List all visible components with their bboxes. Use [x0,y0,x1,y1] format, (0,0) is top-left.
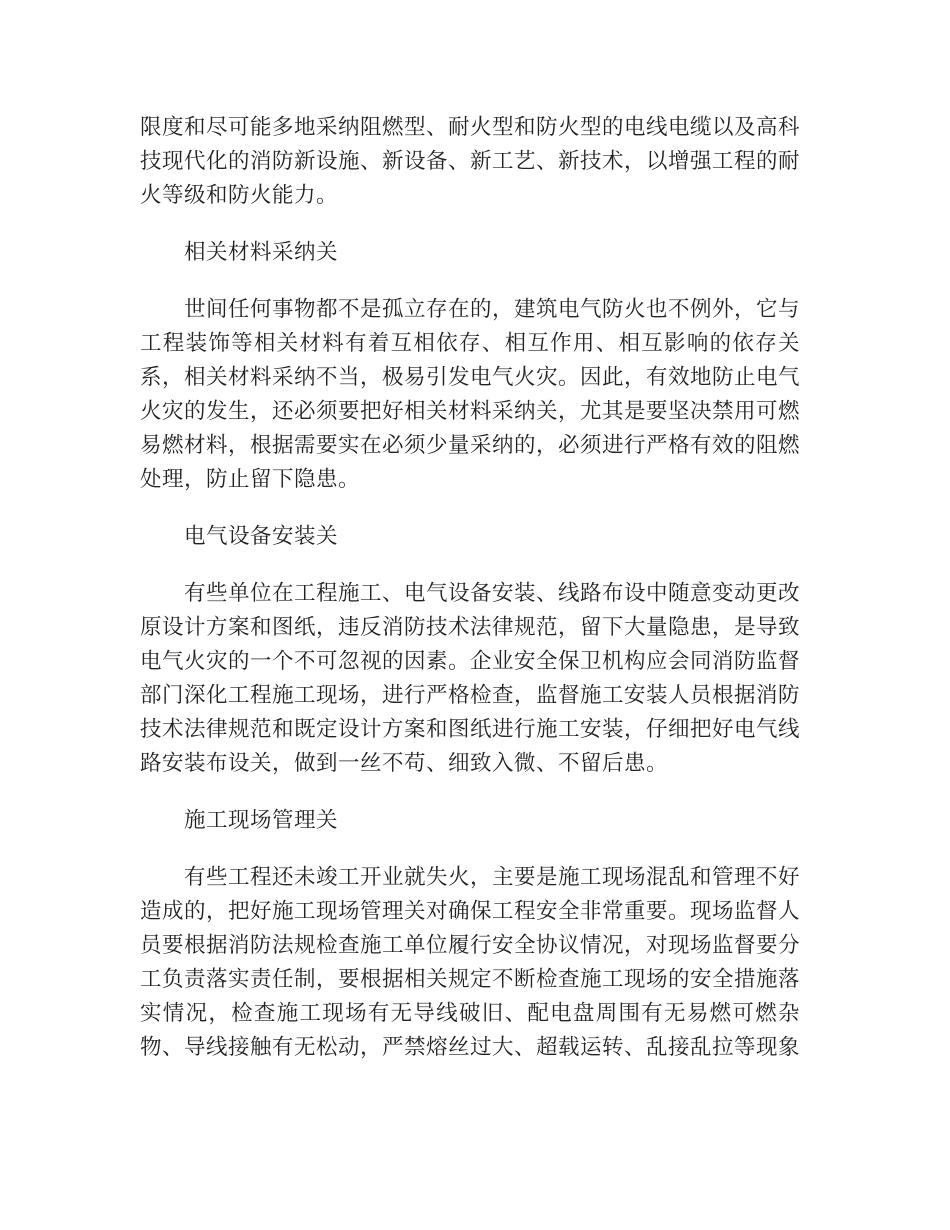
paragraph-installation: 有些单位在工程施工、电气设备安装、线路布设中随意变动更改原设计方案和图纸，违反消防技术法律规范，留下大量隐患，是导致电气火灾的一个不可忽视的因素。企业安全保卫机构应会同消防监督部门深化工程施工现场，进行严格检查，监督施工安装人员根据消防技术法律规范和既定设计方案和图纸进行施工安装，仔细把好电气线路安装布设关，做到一丝不苟、细致入微、不留后患。 [140,581,801,776]
paragraph-site-management: 有些工程还未竣工开业就失火，主要是施工现场混乱和管理不好造成的，把好施工现场管理关对确保工程安全非常重要。现场监督人员要根据消防法规检查施工单位履行安全协议情况，对现场监督要分工负责落实责任制，要根据相关规定不断检查施工现场的安全措施落实情况，检查施工现场有无导线破旧、配电盘周围有无易燃可燃杂物、导线接触有无松动，严禁熔丝过大、超载运转、乱接乱拉等现象 [140,865,801,1060]
document-body [140,111,800,1088]
paragraph-continued: 限度和尽可能多地采纳阻燃型、耐火型和防火型的电线电缆以及高科技现代化的消防新设施、新设备、新工艺、新技术，以增强工程的耐火等级和防火能力。 [140,115,801,208]
section-heading-site-management: 施工现场管理关 [184,808,339,833]
paragraph-materials: 世间任何事物都不是孤立存在的，建筑电气防火也不例外，它与工程装饰等相关材料有着互相依存、相互作用、相互影响的依存关系，相关材料采纳不当，极易引发电气火灾。因此，有效地防止电气火灾的发生，还必须要把好相关材料采纳关，尤其是要坚决禁用可燃易燃材料，根据需要实在必须少量采纳的，必须进行严格有效的阻燃处理，防止留下隐患。 [140,297,801,492]
section-heading-materials: 相关材料采纳关 [184,240,339,265]
section-heading-installation: 电气设备安装关 [184,524,339,549]
